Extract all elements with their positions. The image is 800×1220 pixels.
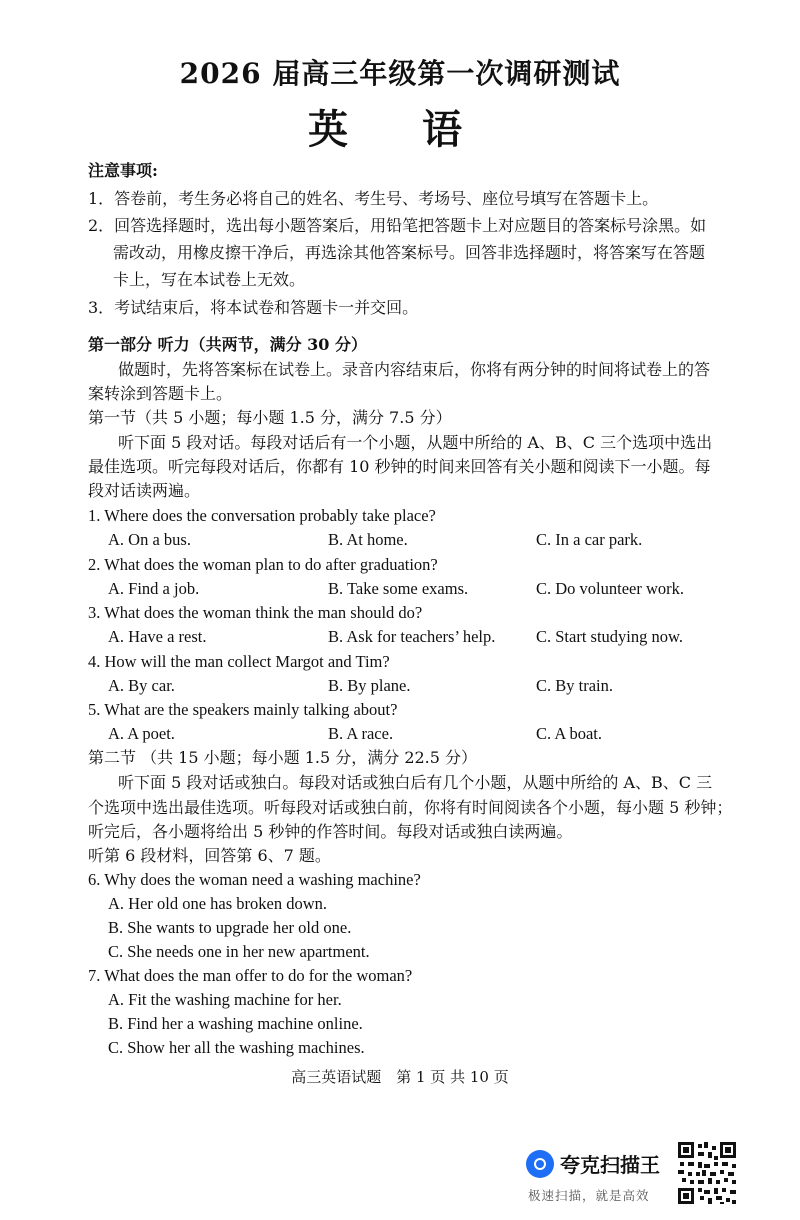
option-b: B. She wants to upgrade her old one. bbox=[108, 918, 352, 937]
question-stem: 4. How will the man collect Margot and Tim? bbox=[88, 652, 390, 671]
option-b: B. At home. bbox=[328, 530, 408, 549]
option-b: B. Take some exams. bbox=[328, 579, 469, 598]
section1-intro: 听下面 5 段对话。每段对话后有一个小题，从题中所给的 A、B、C 三个选项中选出 bbox=[118, 433, 713, 452]
section1-intro: 最佳选项。听完每段对话后，你都有 10 秒钟的时间来回答有关小题和阅读下一小题。每 bbox=[88, 457, 711, 476]
notice-line: 3．考试结束后，将本试卷和答题卡一并交回。 bbox=[88, 298, 419, 317]
option-a: A. Find a job. bbox=[108, 579, 200, 598]
watermark-app-name: 夸克扫描王 bbox=[560, 1153, 660, 1177]
question-stem: 5. What are the speakers mainly talking about? bbox=[88, 700, 398, 719]
question-stem: 3. What does the woman think the man should do? bbox=[88, 603, 423, 622]
option-c: C. Show her all the washing machines. bbox=[108, 1038, 365, 1057]
option-a: A. A poet. bbox=[108, 724, 175, 743]
section2-intro: 听完后，各小题将给出 5 秒钟的作答时间。每段对话或独白读两遍。 bbox=[88, 822, 573, 841]
page-footer: 高三英语试题 第 1 页 共 10 页 bbox=[291, 1068, 509, 1086]
option-a: A. Have a rest. bbox=[108, 627, 207, 646]
section1-heading: 第一节（共 5 小题；每小题 1.5 分，满分 7.5 分） bbox=[88, 408, 452, 427]
question-stem: 1. Where does the conversation probably take place? bbox=[88, 506, 436, 525]
option-a: A. Her old one has broken down. bbox=[108, 894, 328, 913]
option-a: A. On a bus. bbox=[108, 530, 191, 549]
notice-line: 卡上，写在本试卷上无效。 bbox=[113, 270, 306, 289]
section2-heading: 第二节 （共 15 小题；每小题 1.5 分，满分 22.5 分） bbox=[88, 748, 478, 767]
exam-title: 2026 届高三年级第一次调研测试 bbox=[179, 57, 621, 90]
option-a: A. Fit the washing machine for her. bbox=[108, 990, 342, 1009]
option-c: C. Start studying now. bbox=[536, 627, 683, 646]
option-c: C. Do volunteer work. bbox=[536, 579, 685, 598]
section2-intro: 听下面 5 段对话或独白。每段对话或独白后有几个小题，从题中所给的 A、B、C 三 bbox=[118, 773, 713, 792]
scanner-watermark bbox=[526, 1146, 674, 1206]
notice-line: 需改动，用橡皮擦干净后，再选涂其他答案标号。回答非选择题时，将答案写在答题 bbox=[113, 243, 706, 262]
option-c: C. She needs one in her new apartment. bbox=[108, 942, 370, 961]
notice-line: 2．回答选择题时，选出每小题答案后，用铅笔把答题卡上对应题目的答案标号涂黑。如 bbox=[88, 216, 707, 235]
quark-logo-icon bbox=[526, 1150, 554, 1178]
part1-intro: 案转涂到答题卡上。 bbox=[88, 384, 233, 403]
option-b: B. A race. bbox=[328, 724, 394, 743]
watermark-slogan: 极速扫描，就是高效 bbox=[528, 1188, 650, 1203]
part1-intro: 做题时，先将答案标在试卷上。录音内容结束后，你将有两分钟的时间将试卷上的答 bbox=[118, 360, 711, 379]
option-b: B. Find her a washing machine online. bbox=[108, 1014, 363, 1033]
notice-line: 1．答卷前，考生务必将自己的姓名、考生号、考场号、座位号填写在答题卡上。 bbox=[88, 189, 659, 208]
option-b: B. By plane. bbox=[328, 676, 411, 695]
material-instruction: 听第 6 段材料，回答第 6、7 题。 bbox=[88, 846, 331, 865]
option-b: B. Ask for teachers’ help. bbox=[328, 627, 496, 646]
qr-code-icon bbox=[676, 1140, 738, 1206]
option-a: A. By car. bbox=[108, 676, 175, 695]
part1-heading: 第一部分 听力（共两节，满分 30 分） bbox=[88, 335, 367, 354]
question-stem: 7. What does the man offer to do for the woman? bbox=[88, 966, 413, 985]
subject-title: 英 语 bbox=[308, 106, 492, 153]
section1-intro: 段对话读两遍。 bbox=[88, 481, 201, 500]
question-stem: 2. What does the woman plan to do after graduation? bbox=[88, 555, 438, 574]
section2-intro: 个选项中选出最佳选项。听每段对话或独白前，你将有时间阅读各个小题，每小题 5 秒钟； bbox=[88, 798, 733, 817]
option-c: C. A boat. bbox=[536, 724, 603, 743]
notice-heading: 注意事项: bbox=[88, 161, 158, 180]
option-c: C. In a car park. bbox=[536, 530, 643, 549]
question-stem: 6. Why does the woman need a washing machine? bbox=[88, 870, 421, 889]
option-c: C. By train. bbox=[536, 676, 613, 695]
